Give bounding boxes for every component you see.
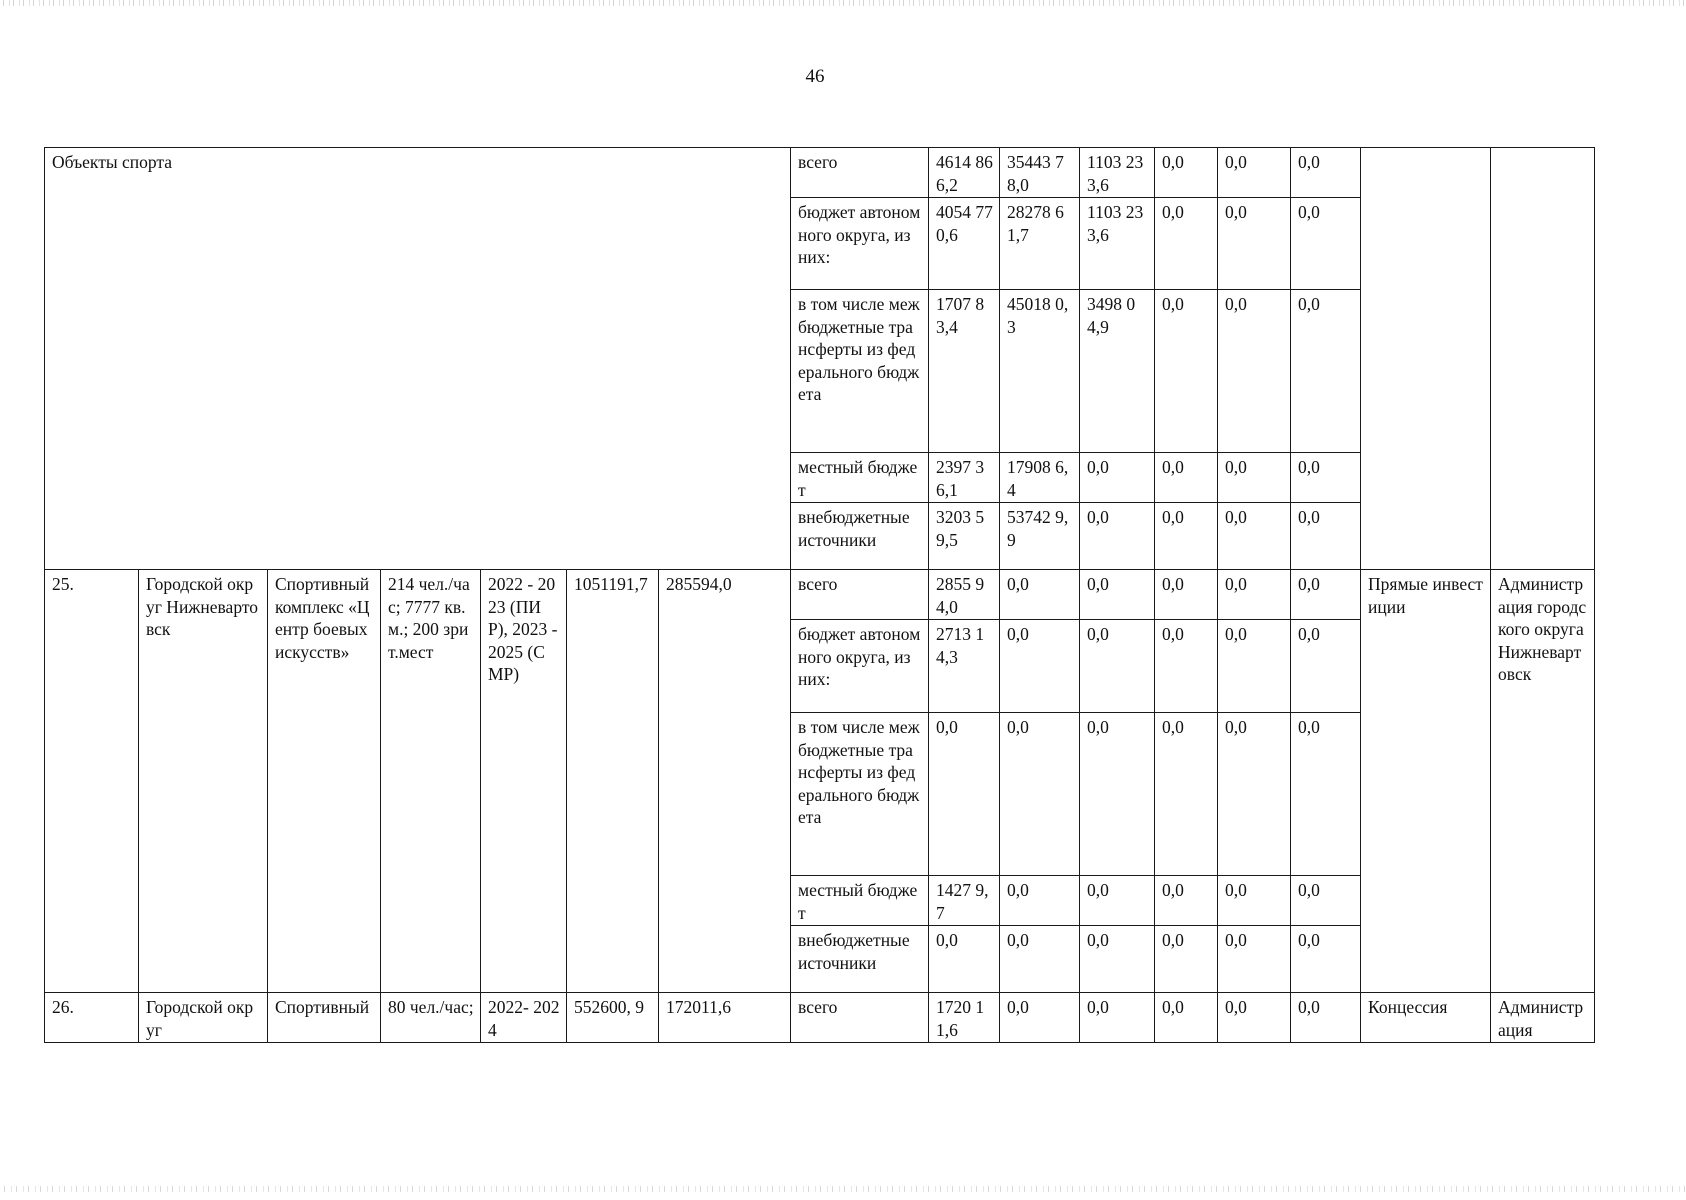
amount-cell: 2397 36,1 [929, 453, 1000, 503]
amount-cell: 0,0 [1155, 876, 1218, 926]
amount-cell: 0,0 [1291, 570, 1361, 620]
amount-cell: 0,0 [1291, 713, 1361, 876]
amount-cell: 1720 11,6 [929, 993, 1000, 1043]
amount-cell: 0,0 [1155, 198, 1218, 290]
object-mechanism: Концессия [1361, 993, 1491, 1043]
amount-cell: 0,0 [1080, 570, 1155, 620]
amount-cell: 0,0 [1218, 290, 1291, 453]
object-customer: Администрация [1491, 993, 1595, 1043]
amount-cell: 0,0 [1080, 926, 1155, 993]
mechanism-cell [1361, 148, 1491, 570]
object-capacity: 214 чел./час; 7777 кв.м.; 200 зрит.мест [381, 570, 481, 993]
amount-cell: 0,0 [1291, 926, 1361, 993]
amount-cell: 0,0 [1291, 503, 1361, 570]
investment-table [44, 147, 1595, 1043]
amount-cell: 2855 94,0 [929, 570, 1000, 620]
amount-cell: 0,0 [1218, 570, 1291, 620]
object-number: 26. [45, 993, 139, 1043]
amount-cell: 0,0 [1080, 453, 1155, 503]
funding-source: в том числе межбюджетные трансферты из федерального бюджета [791, 713, 929, 876]
amount-cell: 0,0 [929, 926, 1000, 993]
amount-cell: 53742 9,9 [1000, 503, 1080, 570]
amount-cell: 0,0 [1000, 713, 1080, 876]
funding-source: внебюджетные источники [791, 503, 929, 570]
amount-cell: 1103 233,6 [1080, 148, 1155, 198]
amount-cell: 0,0 [1291, 993, 1361, 1043]
scan-edge-bottom [0, 1186, 1686, 1192]
amount-cell: 0,0 [1155, 620, 1218, 713]
amount-cell: 0,0 [1155, 148, 1218, 198]
amount-cell: 3203 59,5 [929, 503, 1000, 570]
scan-edge-top [0, 0, 1686, 6]
amount-cell: 0,0 [1218, 453, 1291, 503]
amount-cell: 0,0 [1218, 503, 1291, 570]
funding-source: местный бюджет [791, 876, 929, 926]
amount-cell: 0,0 [1155, 290, 1218, 453]
amount-cell: 0,0 [1155, 713, 1218, 876]
funding-source: местный бюджет [791, 453, 929, 503]
funding-source: всего [791, 570, 929, 620]
amount-cell: 28278 61,7 [1000, 198, 1080, 290]
amount-cell: 0,0 [1000, 620, 1080, 713]
object-municipality: Городской округ [139, 993, 268, 1043]
amount-cell: 17908 6,4 [1000, 453, 1080, 503]
amount-cell: 0,0 [1155, 453, 1218, 503]
amount-cell: 0,0 [929, 713, 1000, 876]
funding-source: всего [791, 993, 929, 1043]
object-capacity: 80 чел./час; [381, 993, 481, 1043]
amount-cell: 0,0 [1155, 503, 1218, 570]
amount-cell: 1427 9,7 [929, 876, 1000, 926]
amount-cell: 0,0 [1291, 198, 1361, 290]
amount-cell: 1707 83,4 [929, 290, 1000, 453]
object-municipality: Городской округ Нижневартовск [139, 570, 268, 993]
amount-cell: 45018 0,3 [1000, 290, 1080, 453]
amount-cell: 4054 770,6 [929, 198, 1000, 290]
funding-source: бюджет автономного округа, из них: [791, 620, 929, 713]
amount-cell: 0,0 [1218, 620, 1291, 713]
amount-cell: 0,0 [1218, 993, 1291, 1043]
amount-cell: 0,0 [1291, 290, 1361, 453]
customer-cell [1491, 148, 1595, 570]
amount-cell: 0,0 [1291, 148, 1361, 198]
amount-cell: 0,0 [1218, 148, 1291, 198]
amount-cell: 4614 866,2 [929, 148, 1000, 198]
object-period: 2022- 2024 [481, 993, 567, 1043]
object-estimated-cost: 552600, 9 [567, 993, 659, 1043]
funding-source: внебюджетные источники [791, 926, 929, 993]
amount-cell: 35443 78,0 [1000, 148, 1080, 198]
object-25-row-total [45, 570, 1595, 620]
amount-cell: 0,0 [1080, 993, 1155, 1043]
amount-cell: 0,0 [1291, 620, 1361, 713]
amount-cell: 0,0 [1000, 993, 1080, 1043]
amount-cell: 0,0 [1218, 713, 1291, 876]
funding-source: бюджет автономного округа, из них: [791, 198, 929, 290]
object-mechanism: Прямые инвестиции [1361, 570, 1491, 993]
amount-cell: 0,0 [1080, 876, 1155, 926]
funding-source: в том числе межбюджетные трансферты из федерального бюджета [791, 290, 929, 453]
amount-cell: 0,0 [1218, 926, 1291, 993]
object-name: Спортивный комплекс «Центр боевых искусств» [268, 570, 381, 993]
amount-cell: 3498 04,9 [1080, 290, 1155, 453]
object-remaining-cost: 285594,0 [659, 570, 791, 993]
object-number: 25. [45, 570, 139, 993]
section-row-total [45, 148, 1595, 198]
amount-cell: 1103 233,6 [1080, 198, 1155, 290]
amount-cell: 0,0 [1080, 713, 1155, 876]
amount-cell: 0,0 [1000, 876, 1080, 926]
funding-source: всего [791, 148, 929, 198]
amount-cell: 0,0 [1218, 198, 1291, 290]
amount-cell: 2713 14,3 [929, 620, 1000, 713]
object-period: 2022 - 2023 (ПИР), 2023 - 2025 (СМР) [481, 570, 567, 993]
amount-cell: 0,0 [1000, 926, 1080, 993]
page-number: 46 [805, 66, 825, 87]
object-26-row-total [45, 993, 1595, 1043]
amount-cell: 0,0 [1291, 453, 1361, 503]
amount-cell: 0,0 [1155, 993, 1218, 1043]
amount-cell: 0,0 [1291, 876, 1361, 926]
section-title: Объекты спорта [45, 148, 791, 570]
amount-cell: 0,0 [1080, 620, 1155, 713]
amount-cell: 0,0 [1155, 570, 1218, 620]
amount-cell: 0,0 [1155, 926, 1218, 993]
object-remaining-cost: 172011,6 [659, 993, 791, 1043]
object-customer: Администрация городского округа Нижневартовск [1491, 570, 1595, 993]
amount-cell: 0,0 [1080, 503, 1155, 570]
amount-cell: 0,0 [1218, 876, 1291, 926]
object-estimated-cost: 1051191,7 [567, 570, 659, 993]
object-name: Спортивный [268, 993, 381, 1043]
amount-cell: 0,0 [1000, 570, 1080, 620]
